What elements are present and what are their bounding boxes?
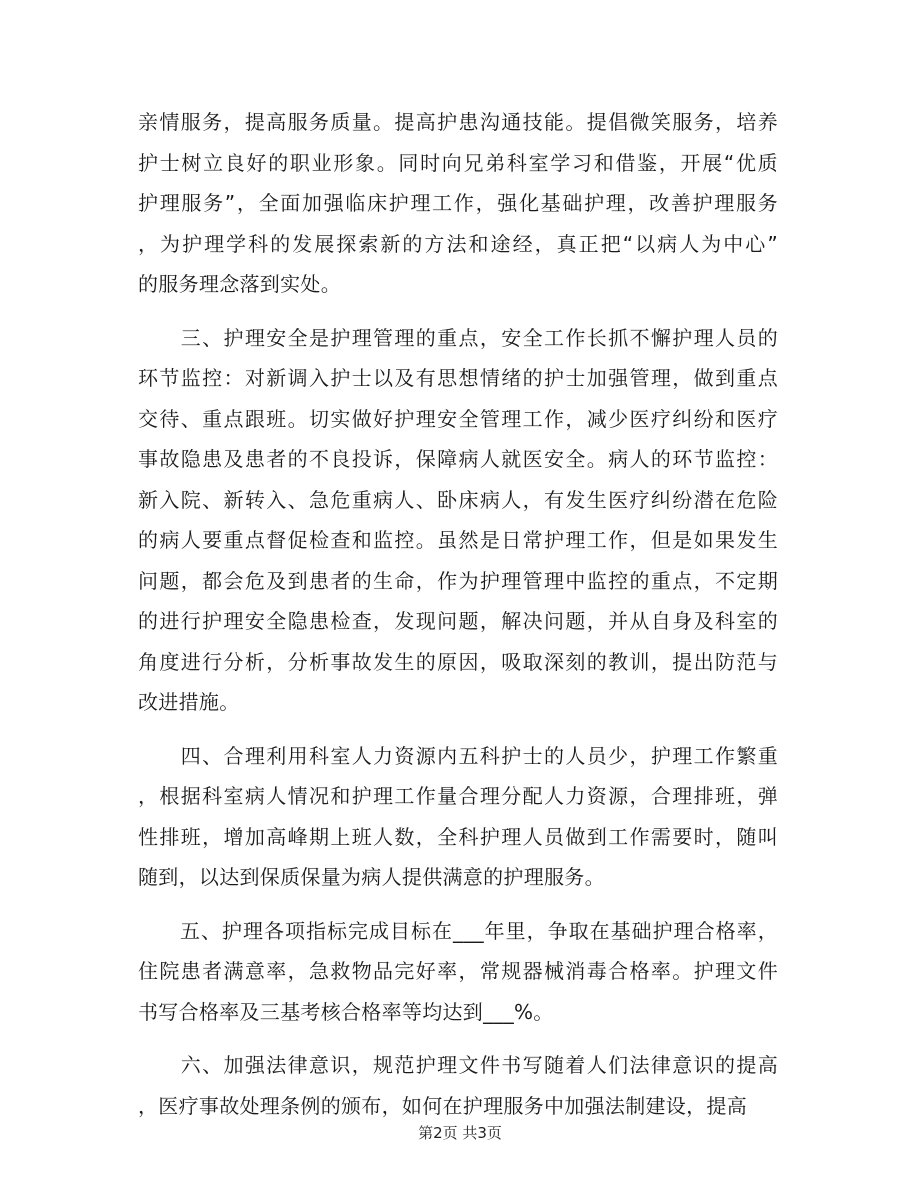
- text-line: 性排班，增加高峰期上班人数，全科护理人员做到工作需要时，随叫: [138, 824, 778, 849]
- text-line: 的服务理念落到实处。: [138, 272, 341, 296]
- text-line: 亲情服务，提高服务质量。提高护患沟通技能。提倡微笑服务，培养: [138, 110, 778, 134]
- text-line: ，根据科室病人情况和护理工作量合理分配人力资源，合理排班，弹: [138, 784, 778, 808]
- text-line: ，为护理学科的发展探索新的方法和途经，真正把“以病人为中心”: [138, 231, 778, 256]
- text-line: 问题，都会危及到患者的生命，作为护理管理中监控的重点，不定期: [138, 568, 778, 593]
- text-line: ，医疗事故处理条例的颁布，如何在护理服务中加强法制建设，提高: [138, 1093, 747, 1118]
- text-line: 四、合理利用科室人力资源内五科护士的人员少，护理工作繁重: [138, 743, 778, 768]
- text-line: 护理服务”，全面加强临床护理工作，强化基础护理，改善护理服务: [138, 191, 778, 215]
- paragraph: [138, 318, 778, 723]
- text-line: 随到，以达到保质保量为病人提供满意的护理服务。: [138, 865, 605, 889]
- document-body: [138, 102, 778, 1126]
- text-line: 事故隐患及患者的不良投诉，保障病人就医安全。病人的环节监控：: [138, 447, 778, 471]
- paragraph: [138, 736, 778, 898]
- text-line: 五、护理各项指标完成目标在___年里，争取在基础护理合格率，: [138, 918, 778, 943]
- text-line: 护士树立良好的职业形象。同时向兄弟科室学习和借鉴，开展“优质: [138, 150, 778, 175]
- text-line: 住院患者满意率，急救物品完好率，常规器械消毒合格率。护理文件: [138, 959, 778, 983]
- text-line: 书写合格率及三基考核合格率等均达到___%。: [138, 999, 554, 1024]
- text-line: 环节监控：对新调入护士以及有思想情绪的护士加强管理，做到重点: [138, 366, 778, 390]
- text-line: 改进措施。: [138, 690, 240, 714]
- text-line: 的进行护理安全隐患检查，发现问题，解决问题，并从自身及科室的: [138, 609, 778, 633]
- text-line: 的病人要重点督促检查和监控。虽然是日常护理工作，但是如果发生: [138, 528, 778, 552]
- paragraph: [138, 102, 778, 305]
- text-line: 三、护理安全是护理管理的重点，安全工作长抓不懈护理人员的: [138, 325, 778, 350]
- text-line: 角度进行分析，分析事故发生的原因，吸取深刻的教训，提出防范与: [138, 649, 778, 674]
- text-line: 六、加强法律意识，规范护理文件书写随着人们法律意识的提高: [138, 1053, 778, 1077]
- text-line: 新入院、新转入、急危重病人、卧床病人，有发生医疗纠纷潜在危险: [138, 487, 778, 512]
- paragraph: [138, 911, 778, 1033]
- page-footer: 第2页 共3页: [418, 1124, 502, 1142]
- paragraph: [138, 1045, 778, 1126]
- text-line: 交待、重点跟班。切实做好护理安全管理工作，减少医疗纠纷和医疗: [138, 406, 778, 431]
